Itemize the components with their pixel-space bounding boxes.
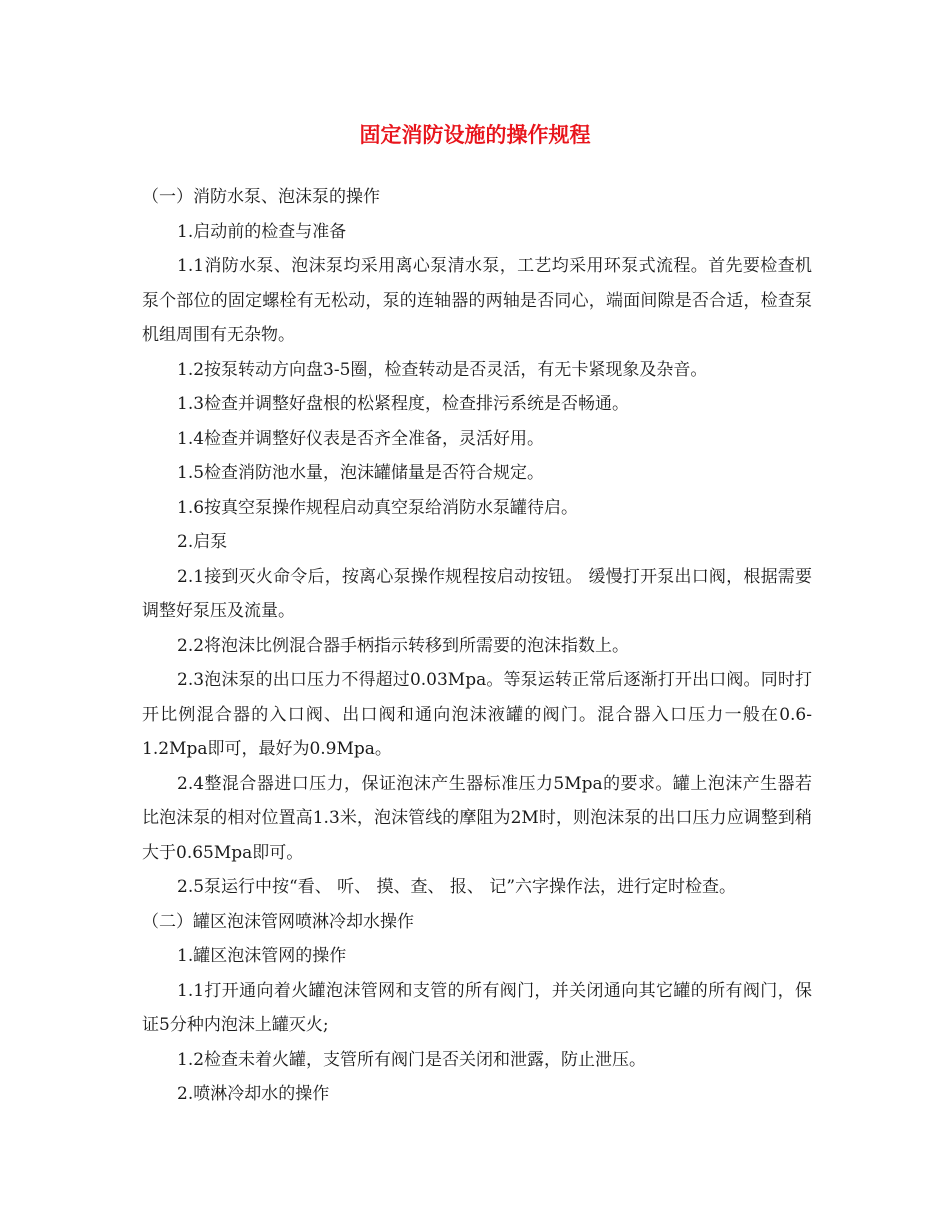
paragraph: 2.4整混合器进口压力，保证泡沫产生器标准压力5Mpa的要求。罐上泡沫产生器若比泡沫泵的相对位置高1.3米，泡沫管线的摩阻为2M时，则泡沫泵的出口压力应调整到稍大于0.65Mpa即可。 xyxy=(142,773,812,863)
paragraph: 2.5泵运行中按“看、 听、 摸、查、 报、 记”六字操作法，进行定时检查。 xyxy=(177,877,737,897)
subsection-heading: 1.启动前的检查与准备 xyxy=(177,221,347,242)
paragraph: 2.2将泡沫比例混合器手柄指示转移到所需要的泡沫指数上。 xyxy=(177,635,630,656)
paragraph: 1.1消防水泵、泡沫泵均采用离心泵清水泵，工艺均采用环泵式流程。首先要检查机泵个部位的固定螺栓有无松动，泵的连轴器的两轴是否同心，端面间隙是否合适，检查泵机组周围有无杂物。 xyxy=(142,256,812,345)
subsection-heading: 1.罐区泡沫管网的操作 xyxy=(177,946,347,966)
subsection-heading: 2.喷淋冷却水的操作 xyxy=(177,1084,330,1104)
paragraph: 1.5检查消防池水量，泡沫罐储量是否符合规定。 xyxy=(177,463,545,483)
section-heading: （二）罐区泡沫管网喷淋冷却水操作 xyxy=(142,911,414,932)
paragraph: 1.1打开通向着火罐泡沫管网和支管的所有阀门，并关闭通向其它罐的所有阀门，保证5分种内泡沫上罐灭火; xyxy=(142,980,812,1035)
paragraph: 2.3泡沫泵的出口压力不得超过0.03Mpa。等泵运转正常后逐渐打开出口阀。同时打开比例混合器的入口阀、出口阀和通向泡沫液罐的阀门。混合器入口压力一般在0.6-1.2Mpa即可，最好为0.9Mpa。 xyxy=(142,670,812,759)
subsection-heading: 2.启泵 xyxy=(177,532,228,552)
paragraph: 1.4检查并调整好仪表是否齐全准备，灵活好用。 xyxy=(177,428,545,449)
paragraph: 2.1接到灭火命令后，按离心泵操作规程按启动按钮。 缓慢打开泵出口阀，根据需要调整好泵压及流量。 xyxy=(142,566,812,621)
section-heading: （一）消防水泵、泡沫泵的操作 xyxy=(142,187,380,207)
paragraph: 1.6按真空泵操作规程启动真空泵给消防水泵罐待启。 xyxy=(177,497,579,518)
document-body xyxy=(142,180,812,1112)
document-title: 固定消防设施的操作规程 xyxy=(359,123,591,147)
paragraph: 1.2按泵转动方向盘3-5圈，检查转动是否灵活，有无卡紧现象及杂音。 xyxy=(177,359,708,380)
paragraph: 1.3检查并调整好盘根的松紧程度，检查排污系统是否畅通。 xyxy=(177,394,630,414)
paragraph: 1.2检查未着火罐，支管所有阀门是否关闭和泄露，防止泄压。 xyxy=(177,1049,647,1070)
